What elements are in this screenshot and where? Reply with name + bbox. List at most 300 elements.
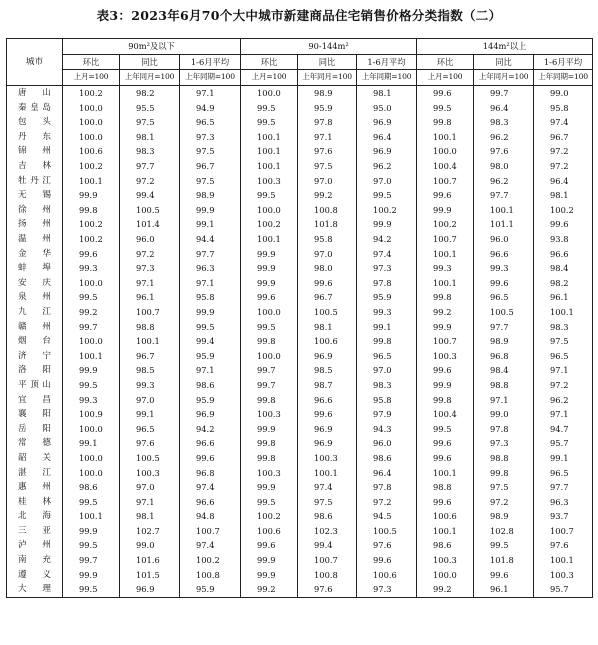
index-value-cell: 99.7 (63, 319, 120, 334)
city-name-cell: 牡丹江 (7, 173, 63, 188)
index-value-cell: 95.7 (534, 436, 593, 451)
table-row (7, 276, 593, 291)
index-value-cell: 100.7 (298, 553, 357, 568)
index-value-cell: 99.9 (180, 305, 241, 320)
index-value-cell: 100.1 (241, 232, 298, 247)
table-row (7, 494, 593, 509)
city-name-cell: 岳阳 (7, 421, 63, 436)
index-value-cell: 97.0 (120, 392, 180, 407)
index-value-cell: 99.9 (241, 261, 298, 276)
group-header-medium: 90-144m² (241, 39, 417, 55)
city-name-cell: 丹东 (7, 130, 63, 145)
index-value-cell: 99.9 (180, 203, 241, 218)
index-value-cell: 99.8 (241, 392, 298, 407)
index-value-cell: 100.1 (241, 130, 298, 145)
index-value-cell: 100.5 (120, 451, 180, 466)
table-row (7, 538, 593, 553)
index-value-cell: 98.7 (298, 378, 357, 393)
index-value-cell: 100.3 (417, 553, 474, 568)
index-value-cell: 95.8 (298, 232, 357, 247)
index-value-cell: 95.8 (357, 392, 417, 407)
index-value-cell: 99.6 (417, 363, 474, 378)
index-value-cell: 99.3 (417, 261, 474, 276)
base-same-period: 上年同期=100 (357, 70, 417, 86)
index-value-cell: 95.9 (298, 100, 357, 115)
index-value-cell: 94.2 (180, 421, 241, 436)
index-value-cell: 100.1 (63, 509, 120, 524)
subheader-mom: 环比 (63, 54, 120, 70)
index-value-cell: 102.7 (120, 524, 180, 539)
index-value-cell: 97.7 (474, 319, 534, 334)
index-value-cell: 97.7 (534, 480, 593, 495)
index-value-cell: 98.8 (474, 451, 534, 466)
index-value-cell: 96.9 (180, 407, 241, 422)
subheader-mom: 环比 (241, 54, 298, 70)
index-value-cell: 98.2 (120, 85, 180, 100)
index-value-cell: 98.1 (298, 319, 357, 334)
table-row (7, 436, 593, 451)
index-value-cell: 99.6 (474, 276, 534, 291)
index-value-cell: 96.2 (474, 173, 534, 188)
city-name-cell: 襄阳 (7, 407, 63, 422)
subheader-avg: 1-6月平均 (180, 54, 241, 70)
index-value-cell: 100.7 (534, 524, 593, 539)
index-value-cell: 100.7 (417, 232, 474, 247)
index-value-cell: 98.6 (417, 538, 474, 553)
index-value-cell: 96.2 (357, 159, 417, 174)
index-value-cell: 96.0 (357, 436, 417, 451)
city-name-cell: 包头 (7, 115, 63, 130)
index-value-cell: 100.1 (534, 553, 593, 568)
table-row (7, 159, 593, 174)
table-header (7, 39, 593, 86)
index-value-cell: 101.1 (474, 217, 534, 232)
index-value-cell: 100.5 (120, 203, 180, 218)
city-name-cell: 平顶山 (7, 378, 63, 393)
city-name-cell: 烟台 (7, 334, 63, 349)
table-row (7, 115, 593, 130)
index-value-cell: 99.5 (241, 319, 298, 334)
index-value-cell: 98.4 (534, 261, 593, 276)
index-value-cell: 96.5 (120, 421, 180, 436)
index-value-cell: 100.1 (417, 276, 474, 291)
index-value-cell: 101.4 (120, 217, 180, 232)
index-value-cell: 100.2 (63, 85, 120, 100)
index-value-cell: 99.8 (63, 203, 120, 218)
index-value-cell: 99.1 (180, 217, 241, 232)
index-value-cell: 100.2 (241, 509, 298, 524)
index-value-cell: 97.1 (180, 363, 241, 378)
subheader-yoy: 同比 (474, 54, 534, 70)
index-value-cell: 98.1 (120, 509, 180, 524)
index-value-cell: 97.1 (534, 407, 593, 422)
index-value-cell: 99.5 (417, 100, 474, 115)
index-value-cell: 100.0 (63, 130, 120, 145)
index-value-cell: 97.8 (474, 421, 534, 436)
city-name-cell: 赣州 (7, 319, 63, 334)
index-value-cell: 96.4 (357, 465, 417, 480)
index-value-cell: 96.3 (180, 261, 241, 276)
index-value-cell: 99.9 (241, 246, 298, 261)
table-row (7, 407, 593, 422)
table-row (7, 509, 593, 524)
index-value-cell: 93.7 (534, 509, 593, 524)
index-value-cell: 98.0 (298, 261, 357, 276)
index-value-cell: 100.2 (63, 217, 120, 232)
city-name-cell: 唐山 (7, 85, 63, 100)
index-value-cell: 97.5 (474, 480, 534, 495)
city-name-cell: 惠州 (7, 480, 63, 495)
index-value-cell: 100.7 (120, 305, 180, 320)
index-value-cell: 99.3 (474, 261, 534, 276)
table-row (7, 173, 593, 188)
index-value-cell: 99.6 (241, 538, 298, 553)
index-value-cell: 94.2 (357, 232, 417, 247)
table-row (7, 261, 593, 276)
city-name-cell: 无锡 (7, 188, 63, 203)
city-name-cell: 徐州 (7, 203, 63, 218)
index-value-cell: 95.8 (534, 100, 593, 115)
index-value-cell: 97.7 (120, 159, 180, 174)
index-value-cell: 100.3 (534, 567, 593, 582)
city-name-cell: 宜昌 (7, 392, 63, 407)
index-value-cell: 99.1 (357, 319, 417, 334)
table-row (7, 203, 593, 218)
city-name-cell: 湛江 (7, 465, 63, 480)
index-value-cell: 99.7 (241, 378, 298, 393)
subheader-mom: 环比 (417, 54, 474, 70)
city-name-cell: 三亚 (7, 524, 63, 539)
index-value-cell: 96.8 (474, 348, 534, 363)
table-row (7, 378, 593, 393)
index-value-cell: 97.5 (298, 159, 357, 174)
index-value-cell: 99.5 (180, 319, 241, 334)
index-value-cell: 99.1 (63, 436, 120, 451)
index-value-cell: 100.1 (298, 465, 357, 480)
table-row (7, 567, 593, 582)
table-row (7, 392, 593, 407)
index-value-cell: 99.8 (474, 465, 534, 480)
index-value-cell: 97.0 (357, 363, 417, 378)
table-row (7, 480, 593, 495)
city-name-cell: 济宁 (7, 348, 63, 363)
index-value-cell: 100.5 (357, 524, 417, 539)
index-value-cell: 99.4 (120, 188, 180, 203)
index-value-cell: 98.6 (357, 451, 417, 466)
index-value-cell: 99.0 (120, 538, 180, 553)
index-value-cell: 100.5 (474, 305, 534, 320)
index-value-cell: 97.8 (357, 480, 417, 495)
index-value-cell: 99.3 (63, 261, 120, 276)
index-value-cell: 97.5 (180, 173, 241, 188)
index-value-cell: 96.5 (474, 290, 534, 305)
index-value-cell: 99.2 (417, 582, 474, 597)
index-value-cell: 100.0 (63, 100, 120, 115)
index-value-cell: 97.6 (298, 144, 357, 159)
index-value-cell: 100.8 (298, 567, 357, 582)
index-value-cell: 100.1 (241, 144, 298, 159)
index-value-cell: 98.6 (63, 480, 120, 495)
index-value-cell: 97.1 (180, 276, 241, 291)
index-value-cell: 100.1 (417, 246, 474, 261)
index-value-cell: 99.8 (357, 334, 417, 349)
city-name-cell: 九江 (7, 305, 63, 320)
base-prev-month: 上月=100 (63, 70, 120, 86)
index-value-cell: 99.3 (120, 378, 180, 393)
group-header-large: 144m²以上 (417, 39, 593, 55)
index-value-cell: 96.8 (180, 465, 241, 480)
index-value-cell: 99.6 (534, 217, 593, 232)
table-row (7, 130, 593, 145)
table-row (7, 465, 593, 480)
index-value-cell: 102.8 (474, 524, 534, 539)
index-value-cell: 96.7 (180, 159, 241, 174)
index-value-cell: 99.0 (474, 407, 534, 422)
subheader-yoy: 同比 (298, 54, 357, 70)
index-value-cell: 97.3 (357, 261, 417, 276)
index-value-cell: 99.9 (417, 203, 474, 218)
city-name-cell: 锦州 (7, 144, 63, 159)
index-value-cell: 100.0 (241, 203, 298, 218)
index-value-cell: 99.5 (357, 188, 417, 203)
price-index-table (6, 38, 593, 598)
table-row (7, 246, 593, 261)
city-name-cell: 安庆 (7, 276, 63, 291)
index-value-cell: 98.3 (534, 319, 593, 334)
base-prev-month: 上月=100 (241, 70, 298, 86)
subheader-yoy: 同比 (120, 54, 180, 70)
index-value-cell: 97.5 (298, 494, 357, 509)
city-name-cell: 南充 (7, 553, 63, 568)
index-value-cell: 97.4 (180, 538, 241, 553)
index-value-cell: 98.9 (180, 188, 241, 203)
index-value-cell: 96.6 (534, 246, 593, 261)
city-name-cell: 北海 (7, 509, 63, 524)
index-value-cell: 98.9 (474, 334, 534, 349)
index-value-cell: 100.1 (241, 159, 298, 174)
index-value-cell: 96.3 (534, 494, 593, 509)
index-value-cell: 99.0 (534, 85, 593, 100)
index-value-cell: 99.3 (63, 392, 120, 407)
index-value-cell: 97.2 (534, 159, 593, 174)
city-name-cell: 吉林 (7, 159, 63, 174)
index-value-cell: 100.1 (534, 305, 593, 320)
index-value-cell: 99.2 (417, 305, 474, 320)
base-same-month: 上年同月=100 (120, 70, 180, 86)
index-value-cell: 96.9 (298, 421, 357, 436)
index-value-cell: 99.9 (241, 567, 298, 582)
index-value-cell: 96.0 (474, 232, 534, 247)
index-value-cell: 101.8 (474, 553, 534, 568)
table-row (7, 290, 593, 305)
index-value-cell: 96.9 (120, 582, 180, 597)
table-row (7, 85, 593, 100)
base-same-period: 上年同期=100 (534, 70, 593, 86)
index-value-cell: 94.4 (180, 232, 241, 247)
index-value-cell: 100.2 (357, 203, 417, 218)
index-value-cell: 99.9 (63, 188, 120, 203)
index-value-cell: 95.7 (534, 582, 593, 597)
index-value-cell: 100.6 (241, 524, 298, 539)
index-value-cell: 98.2 (534, 276, 593, 291)
index-value-cell: 96.1 (534, 290, 593, 305)
table-row (7, 451, 593, 466)
index-value-cell: 97.2 (534, 378, 593, 393)
index-value-cell: 94.5 (357, 509, 417, 524)
index-value-cell: 101.6 (120, 553, 180, 568)
table-row (7, 582, 593, 597)
index-value-cell: 98.4 (474, 363, 534, 378)
city-column-header: 城市 (7, 39, 63, 86)
index-value-cell: 99.9 (417, 319, 474, 334)
index-value-cell: 95.0 (357, 100, 417, 115)
index-value-cell: 99.5 (63, 538, 120, 553)
index-value-cell: 97.1 (534, 363, 593, 378)
index-value-cell: 96.4 (357, 130, 417, 145)
table-body (7, 85, 593, 597)
table-row (7, 217, 593, 232)
index-value-cell: 98.3 (120, 144, 180, 159)
index-value-cell: 99.8 (241, 334, 298, 349)
index-value-cell: 99.9 (241, 421, 298, 436)
index-value-cell: 99.2 (63, 305, 120, 320)
index-value-cell: 98.3 (474, 115, 534, 130)
index-value-cell: 98.0 (474, 159, 534, 174)
index-value-cell: 99.8 (241, 451, 298, 466)
index-value-cell: 97.4 (357, 246, 417, 261)
index-value-cell: 100.6 (298, 334, 357, 349)
index-value-cell: 94.7 (534, 421, 593, 436)
index-value-cell: 100.6 (357, 567, 417, 582)
index-value-cell: 100.3 (120, 465, 180, 480)
index-value-cell: 96.5 (534, 348, 593, 363)
index-value-cell: 100.1 (417, 524, 474, 539)
index-value-cell: 96.7 (298, 290, 357, 305)
index-value-cell: 98.5 (120, 363, 180, 378)
base-same-period: 上年同期=100 (180, 70, 241, 86)
index-value-cell: 96.5 (534, 465, 593, 480)
index-value-cell: 99.7 (63, 553, 120, 568)
index-value-cell: 100.7 (417, 173, 474, 188)
index-value-cell: 98.6 (180, 378, 241, 393)
index-value-cell: 99.6 (241, 290, 298, 305)
group-header-small: 90m²及以下 (63, 39, 241, 55)
index-value-cell: 99.8 (417, 392, 474, 407)
index-value-cell: 99.6 (417, 436, 474, 451)
index-value-cell: 97.2 (120, 246, 180, 261)
index-value-cell: 99.9 (241, 480, 298, 495)
index-value-cell: 97.2 (120, 173, 180, 188)
index-value-cell: 99.6 (417, 188, 474, 203)
index-value-cell: 100.0 (241, 348, 298, 363)
index-value-cell: 99.6 (417, 494, 474, 509)
index-value-cell: 99.9 (241, 553, 298, 568)
index-value-cell: 99.5 (474, 538, 534, 553)
index-value-cell: 99.5 (241, 494, 298, 509)
index-value-cell: 100.2 (534, 203, 593, 218)
index-value-cell: 99.6 (417, 85, 474, 100)
index-value-cell: 100.0 (63, 421, 120, 436)
index-value-cell: 99.5 (63, 290, 120, 305)
index-value-cell: 97.6 (534, 538, 593, 553)
index-value-cell: 94.9 (180, 100, 241, 115)
index-value-cell: 97.4 (298, 480, 357, 495)
city-name-cell: 秦皇岛 (7, 100, 63, 115)
index-value-cell: 97.4 (180, 480, 241, 495)
index-value-cell: 97.2 (534, 144, 593, 159)
index-value-cell: 98.1 (120, 130, 180, 145)
index-value-cell: 100.1 (417, 465, 474, 480)
index-value-cell: 99.6 (180, 451, 241, 466)
index-value-cell: 94.8 (180, 509, 241, 524)
index-value-cell: 100.9 (63, 407, 120, 422)
index-value-cell: 96.2 (474, 130, 534, 145)
index-value-cell: 98.8 (417, 480, 474, 495)
index-value-cell: 99.8 (417, 290, 474, 305)
index-value-cell: 97.6 (474, 144, 534, 159)
index-value-cell: 97.3 (357, 582, 417, 597)
index-value-cell: 99.6 (298, 407, 357, 422)
index-value-cell: 95.5 (120, 100, 180, 115)
index-value-cell: 97.4 (534, 115, 593, 130)
index-value-cell: 97.5 (180, 144, 241, 159)
table-row (7, 232, 593, 247)
index-value-cell: 99.6 (417, 451, 474, 466)
table-row (7, 144, 593, 159)
index-value-cell: 100.2 (180, 553, 241, 568)
index-value-cell: 97.3 (180, 130, 241, 145)
index-value-cell: 98.1 (357, 85, 417, 100)
index-value-cell: 101.8 (298, 217, 357, 232)
index-value-cell: 97.6 (120, 436, 180, 451)
table-title: 表3：2023年6月70个大中城市新建商品住宅销售价格分类指数（二） (96, 8, 502, 23)
index-value-cell: 96.9 (298, 436, 357, 451)
index-value-cell: 98.3 (357, 378, 417, 393)
index-value-cell: 99.9 (63, 363, 120, 378)
index-value-cell: 100.2 (63, 159, 120, 174)
index-value-cell: 100.4 (417, 407, 474, 422)
index-value-cell: 100.0 (63, 334, 120, 349)
index-value-cell: 100.0 (63, 115, 120, 130)
index-value-cell: 96.5 (180, 115, 241, 130)
index-value-cell: 96.9 (357, 115, 417, 130)
index-value-cell: 97.2 (474, 494, 534, 509)
index-value-cell: 96.2 (534, 392, 593, 407)
index-value-cell: 96.1 (474, 582, 534, 597)
index-value-cell: 99.8 (417, 115, 474, 130)
index-value-cell: 100.0 (63, 276, 120, 291)
index-value-cell: 96.7 (534, 130, 593, 145)
index-value-cell: 97.1 (120, 494, 180, 509)
index-value-cell: 97.0 (357, 173, 417, 188)
index-value-cell: 97.1 (474, 392, 534, 407)
index-value-cell: 98.6 (298, 509, 357, 524)
city-name-cell: 蚌埠 (7, 261, 63, 276)
index-value-cell: 100.0 (417, 567, 474, 582)
index-value-cell: 100.1 (63, 173, 120, 188)
index-value-cell: 100.7 (180, 524, 241, 539)
index-value-cell: 99.2 (241, 582, 298, 597)
index-value-cell: 99.6 (357, 553, 417, 568)
index-value-cell: 97.5 (120, 115, 180, 130)
city-name-cell: 大理 (7, 582, 63, 597)
index-value-cell: 96.6 (180, 494, 241, 509)
index-value-cell: 95.9 (180, 392, 241, 407)
index-value-cell: 100.3 (298, 451, 357, 466)
index-value-cell: 98.1 (534, 188, 593, 203)
index-value-cell: 97.7 (180, 246, 241, 261)
index-value-cell: 99.6 (474, 567, 534, 582)
